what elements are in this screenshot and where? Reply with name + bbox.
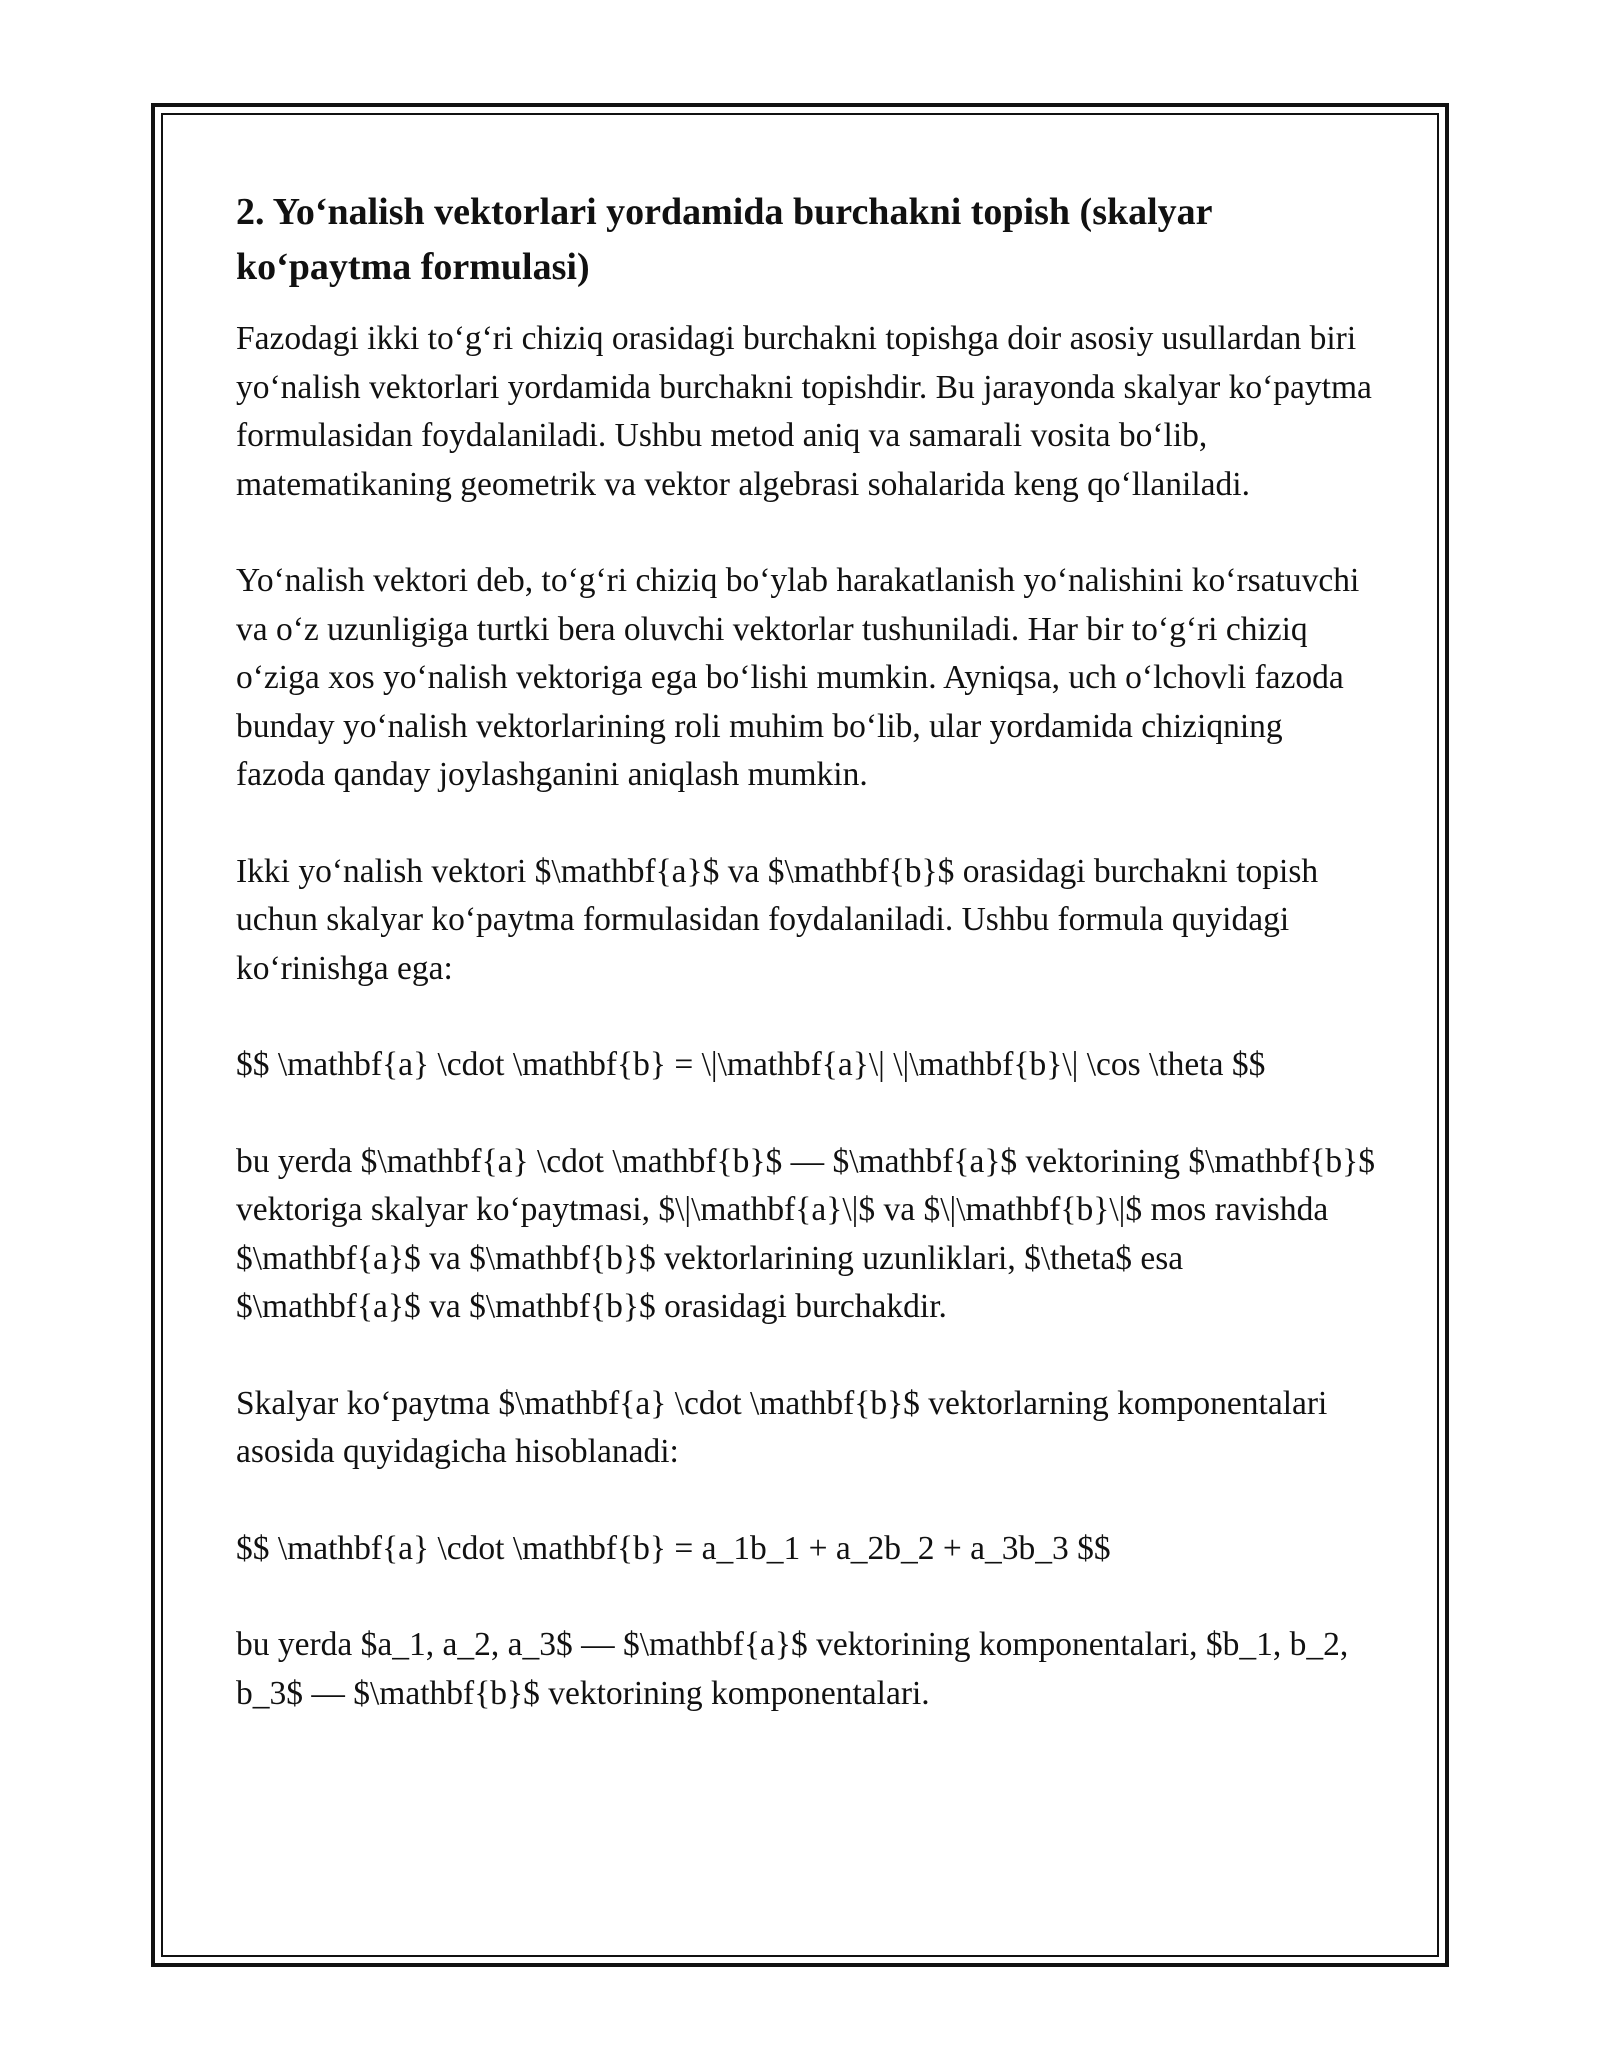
formula-dot-product-components: $$ \mathbf{a} \cdot \mathbf{b} = a_1b_1 + a_2b_2 + a_3b_3 $$ [236,1529,1111,1567]
document-body [236,185,1376,1766]
formula-dot-product-cos: $$ \mathbf{a} \cdot \mathbf{b} = \|\mathbf{a}\| \|\mathbf{b}\| \cos \theta $$ [236,1046,1266,1083]
paragraph-formula-intro: Ikki yo‘nalish vektori $\mathbf{a}$ va $\mathbf{b}$ orasidagi burchakni topish uchun skalyar ko‘paytma formulasidan foydalaniladi. Ushbu formula quyidagi ko‘rinishga ega: [236,852,1319,987]
paragraph-intro: Fazodagi ikki to‘g‘ri chiziq orasidagi burchakni topishga doir asosiy usullardan biri yo‘nalish vektorlari yordamida burchakni topishdir. Bu jarayonda skalyar ko‘paytma formulasidan foydalaniladi. Ushbu metod aniq va samarali vosita bo‘lib, matematikaning geometrik va vektor algebrasi sohalarida keng qo‘llaniladi. [236,320,1372,503]
section-heading: 2. Yo‘nalish vektorlari yordamida burchakni topish (skalyar ko‘paytma formulasi) [236,191,1212,288]
paragraph-direction-vector: Yo‘nalish vektori deb, to‘g‘ri chiziq bo‘ylab harakatlanish yo‘nalishini ko‘rsatuvchi va o‘z uzunligiga turtki bera oluvchi vektorlar tushuniladi. Har bir to‘g‘ri chiziq o‘ziga xos yo‘nalish vektoriga ega bo‘lishi mumkin. Ayniqsa, uch o‘lchovli fazoda bunday yo‘nalish vektorlarining roli muhim bo‘lib, ular yordamida chiziqning fazoda qanday joylashganini aniqlash mumkin. [236,562,1360,793]
paragraph-components-explanation: bu yerda $a_1, a_2, a_3$ — $\mathbf{a}$ vektorining komponentalari, $b_1, b_2, b_3$ — $\mathbf{b}$ vektorining komponentalari. [236,1626,1349,1712]
paragraph-formula-explanation: bu yerda $\mathbf{a} \cdot \mathbf{b}$ — $\mathbf{a}$ vektorining $\mathbf{b}$ vektoriga skalyar ko‘paytmasi, $\|\mathbf{a}\|$ va $\|\mathbf{b}\|$ mos ravishda $\mathbf{a}$ va $\mathbf{b}$ vektorlarining uzunliklari, $\theta$ esa $\mathbf{a}$ va $\mathbf{b}$ orasidagi burchakdir. [236,1142,1375,1325]
paragraph-components-intro: Skalyar ko‘paytma $\mathbf{a} \cdot \mathbf{b}$ vektorlarning komponentalari asosida quyidagicha hisoblanadi: [236,1384,1328,1470]
